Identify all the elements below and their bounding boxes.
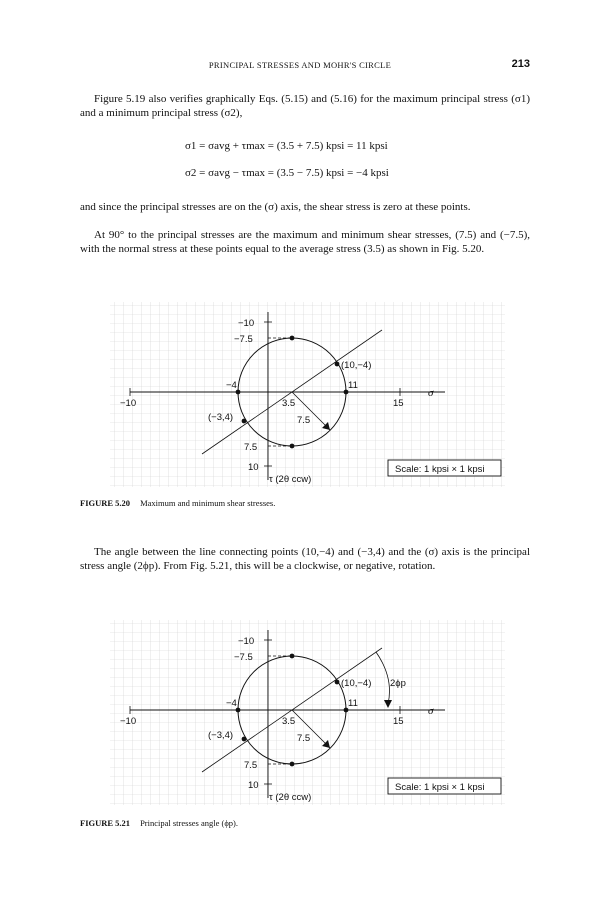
- grid-background: [110, 302, 505, 487]
- paragraph-3: At 90° to the principal stresses are the maximum and minimum shear stresses, (7.5) and (−7.5), with the normal stress at these points equal to the average stress (3.5) as shown in Fig. 5.20.: [80, 229, 530, 255]
- mohr-circle-diagram-1: [110, 302, 505, 487]
- label-point-10-neg4: (10,−4): [341, 360, 372, 371]
- label-10: 10: [248, 780, 259, 791]
- point-10-neg4: [335, 362, 340, 367]
- figure-5-20: [110, 302, 505, 487]
- label-neg10-left: −10: [120, 398, 137, 409]
- grid-background: [110, 620, 505, 805]
- point-bottom: [290, 444, 295, 449]
- label-radius-7-5: 7.5: [297, 733, 311, 744]
- page-number: 213: [511, 58, 530, 70]
- scale-label: Scale: 1 kpsi × 1 kpsi: [395, 782, 485, 793]
- paragraph-4: The angle between the line connecting points (10,−4) and (−3,4) and the (σ) axis is the principal stress angle (2ϕp). From Fig. 5.21, this will be a clockwise, or negative, rotation.: [80, 546, 530, 572]
- figure-5-20-caption: [80, 498, 275, 508]
- label-radius-7-5: 7.5: [297, 415, 311, 426]
- point-neg3-4: [242, 737, 247, 742]
- label-point-10-neg4: (10,−4): [341, 678, 372, 689]
- label-neg10-left: −10: [120, 716, 137, 727]
- label-sigma: σ: [428, 705, 434, 717]
- label-10: 10: [248, 462, 259, 473]
- point-neg3-4: [242, 419, 247, 424]
- figure-caption-text: Maximum and minimum shear stresses.: [140, 498, 276, 508]
- point-top: [290, 336, 295, 341]
- label-neg4: −4: [226, 698, 237, 709]
- label-neg7-5: −7.5: [234, 334, 253, 345]
- label-2phi-p: 2ϕp: [390, 678, 406, 689]
- scale-label: Scale: 1 kpsi × 1 kpsi: [395, 464, 485, 475]
- figure-label: FIGURE 5.21: [80, 818, 131, 828]
- figure-label: FIGURE 5.20: [80, 498, 131, 508]
- label-11: 11: [348, 380, 358, 391]
- paragraph-2: and since the principal stresses are on the (σ) axis, the shear stress is zero at these points.: [80, 201, 471, 213]
- paragraph-1: Figure 5.19 also verifies graphically Eqs. (5.15) and (5.16) for the maximum principal stress (σ1) and a minimum principal stress (σ2),: [80, 93, 530, 119]
- label-7-5: 7.5: [244, 760, 258, 771]
- label-neg10-top: −10: [238, 318, 255, 329]
- point-10-neg4: [335, 680, 340, 685]
- mohr-circle-diagram-2: [110, 620, 505, 805]
- label-neg10-top: −10: [238, 636, 255, 647]
- equation-sigma1: σ1 = σavg + τmax = (3.5 + 7.5) kpsi = 11 kpsi: [185, 140, 388, 152]
- figure-caption-text: Principal stresses angle (ϕp).: [140, 818, 239, 828]
- label-neg4: −4: [226, 380, 237, 391]
- running-header: PRINCIPAL STRESSES AND MOHR'S CIRCLE: [208, 60, 392, 70]
- label-tau-axis: τ (2θ ccw): [269, 474, 312, 485]
- figure-5-21: [110, 620, 505, 805]
- label-15: 15: [393, 716, 404, 727]
- label-3-5: 3.5: [282, 716, 296, 727]
- label-point-neg3-4: (−3,4): [208, 730, 234, 741]
- label-11: 11: [348, 698, 358, 709]
- label-tau-axis: τ (2θ ccw): [269, 792, 312, 803]
- equation-sigma2: σ2 = σavg − τmax = (3.5 − 7.5) kpsi = −4 kpsi: [185, 167, 389, 179]
- label-point-neg3-4: (−3,4): [208, 412, 234, 423]
- label-sigma: σ: [428, 387, 434, 399]
- label-neg7-5: −7.5: [234, 652, 253, 663]
- point-top: [290, 654, 295, 659]
- figure-5-21-caption: [80, 818, 238, 828]
- point-bottom: [290, 762, 295, 767]
- label-15: 15: [393, 398, 404, 409]
- label-7-5: 7.5: [244, 442, 258, 453]
- label-3-5: 3.5: [282, 398, 296, 409]
